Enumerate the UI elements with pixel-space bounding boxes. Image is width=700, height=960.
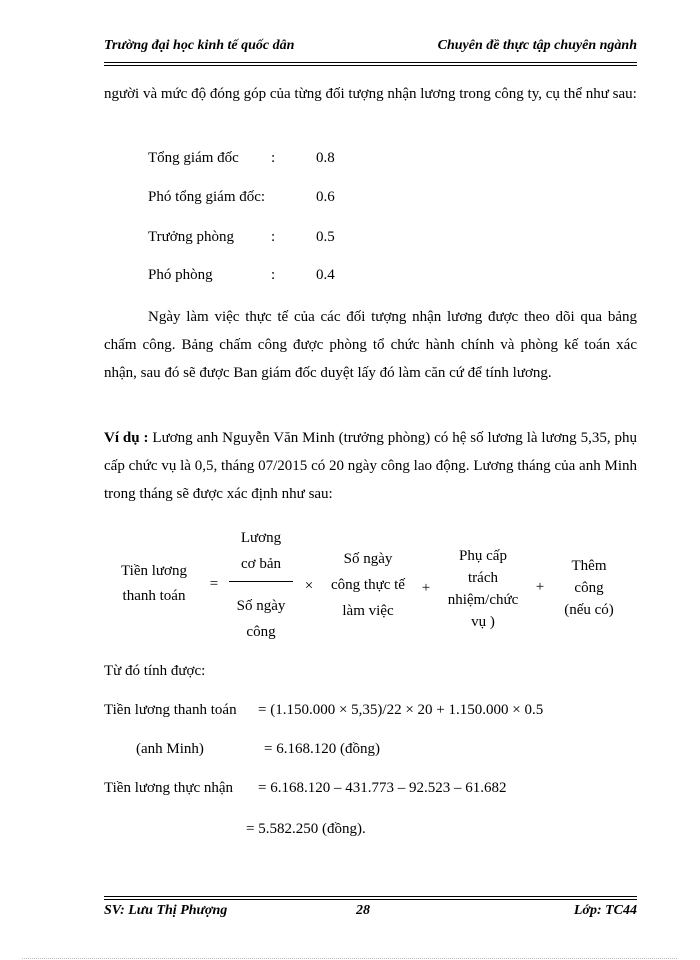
position-name: Tổng giám đốc [148,150,239,166]
calc-net-label: Tiền lương thực nhận [104,780,234,796]
position-name: Trưởng phòng [148,229,234,245]
calc-gross-label: Tiền lương thanh toán [104,702,237,718]
formula-lhs-line2: thanh toán [122,588,186,604]
page-number: 28 [356,903,370,918]
header-rule-2 [104,65,637,66]
calc-gross-expression: = (1.150.000 × 5,35)/22 × 20 + 1.150.000 × 0.5 [258,702,544,718]
formula-allowance-line1: Phụ cấp [459,548,507,564]
colon: : [271,229,276,245]
formula-extra-line2: công [574,580,604,596]
colon: : [271,150,276,166]
formula-extra-line3: (nếu có) [564,602,614,618]
formula-numerator-line1: Lương [240,530,282,546]
formula-plus: + [535,579,545,595]
formula-days-line1: Số ngày [343,551,393,567]
footer-student: SV: Lưu Thị Phượng [104,903,228,918]
coefficient-value: 0.4 [316,267,335,283]
formula-numerator-line2: cơ bản [241,556,281,572]
formula-denominator-line1: Số ngày [236,598,286,614]
formula-plus: + [421,580,431,596]
formula-denominator-line2: công [246,624,276,640]
example-text: Lương anh Nguyễn Văn Minh (trưởng phòng) có hệ số lương là lương 5,35, phụ cấp chức vụ là 0,5, tháng 07/2015 có 20 ngày công lao động. Lương tháng của anh Minh trong tháng sẽ được xác định như sau: [104,430,637,502]
formula-times: × [304,578,314,594]
formula-lhs-line1: Tiền lương [121,563,187,579]
header-rule [104,62,637,63]
coefficient-value: 0.8 [316,150,335,166]
calc-net-expression: = 6.168.120 – 431.773 – 92.523 – 61.682 [258,780,507,796]
formula-allowance-line4: vụ ) [471,614,495,630]
example-label: Ví dụ : [104,430,149,446]
footer-class: Lớp: TC44 [573,903,637,918]
colon: : [271,267,276,283]
formula-days-line2: công thực tế [331,577,405,593]
formula-allowance-line3: nhiệm/chức [447,592,519,608]
intro-paragraph: người và mức độ đóng góp của từng đối tượng nhận lương trong công ty, cụ thể như sau: [104,86,637,102]
calc-gross-result: = 6.168.120 (đồng) [264,741,380,757]
fraction-bar [229,581,293,582]
coefficient-value: 0.5 [316,229,335,245]
header-university: Trường đại học kinh tế quốc dân [104,38,295,53]
position-name: Phó tổng giám đốc: [148,189,266,205]
calc-net-result: = 5.582.250 (đồng). [246,821,366,837]
formula-extra-line1: Thêm [571,558,607,574]
formula-equals: = [209,576,219,592]
footer-rule [104,896,637,897]
page-header [104,38,637,60]
formula-days-line3: làm việc [342,603,394,619]
coefficient-value: 0.6 [316,189,335,205]
formula-allowance-line2: trách [468,570,498,586]
footer-rule-2 [104,899,637,900]
position-name: Phó phòng [148,267,213,283]
example-paragraph [104,424,637,508]
header-report-title: Chuyên đề thực tập chuyên ngành [437,38,637,53]
timekeeping-paragraph: Ngày làm việc thực tế của các đối tượng nhận lương được theo dõi qua bảng chấm công. Bảng chấm công được phòng tổ chức hành chính và phòng kế toán xác nhận, sau đó sẽ được Ban giám đốc duyệt lấy đó làm căn cứ để tính lương. [104,309,637,381]
page-edge [22,958,677,959]
result-intro: Từ đó tính được: [104,663,206,679]
calc-gross-name: (anh Minh) [136,741,204,757]
